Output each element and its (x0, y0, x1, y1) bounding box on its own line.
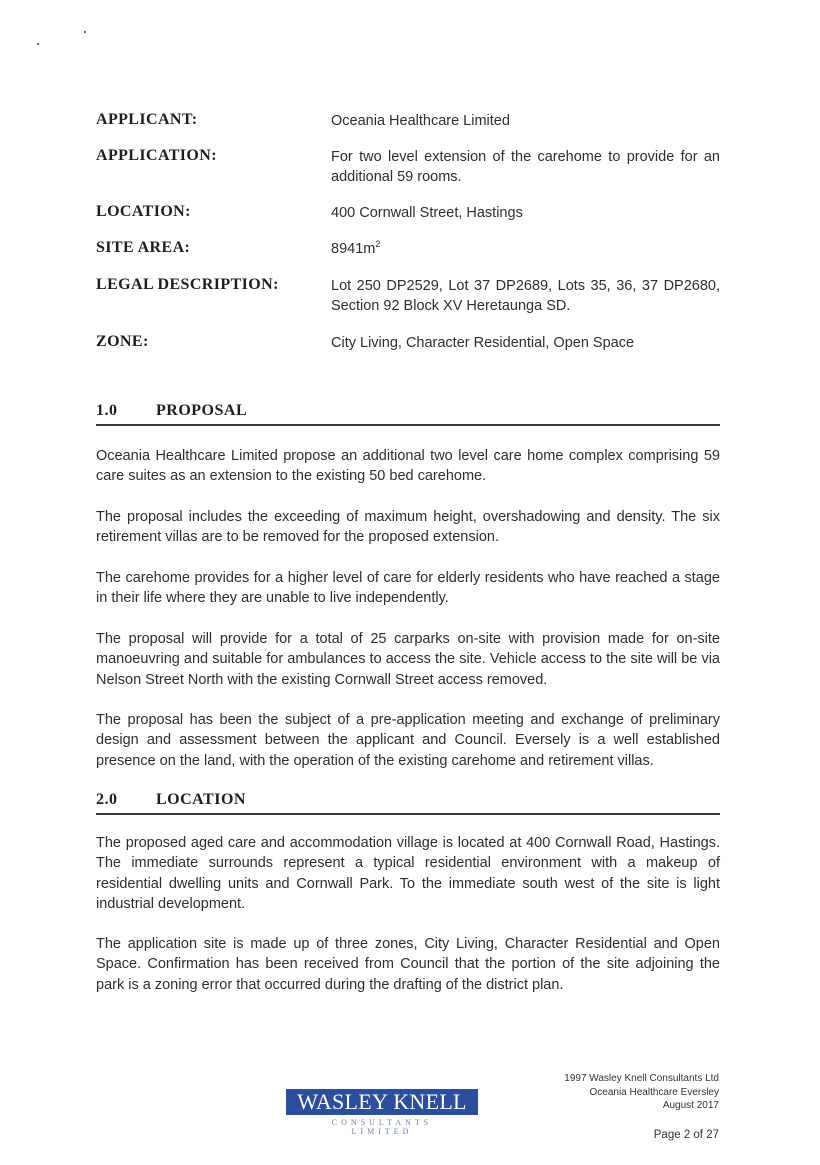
scan-speck (84, 31, 86, 33)
paragraph: The application site is made up of three zones, City Living, Character Residential and Open Space. Confirmation has been received from Council that the portion of the site adjoining the park is a zoning error that occurred during the drafting of the district plan. (96, 936, 720, 993)
paragraph: Oceania Healthcare Limited propose an additional two level care home complex comprising 59 care suites as an extension to the existing 50 bed carehome. (96, 448, 720, 485)
section-title: LOCATION (156, 791, 246, 808)
logo-subtitle: LIMITED (351, 1127, 413, 1136)
field-value: Lot 250 DP2529, Lot 37 DP2689, Lots 35, 36, 37 DP2680, Section 92 Block XV Heretaunga SD. (331, 278, 720, 314)
footer-info (499, 1072, 719, 1113)
field-value: 400 Cornwall Street, Hastings (331, 205, 523, 221)
paragraph: The proposal has been the subject of a pre-application meeting and exchange of preliminary design and assessment between the applicant and Council. Eversely is a well established presence on the land, with the operation of the existing carehome and retirement villas. (96, 712, 720, 769)
field-label: APPLICATION: (96, 147, 217, 164)
section-number: 2.0 (96, 791, 118, 808)
footer-copyright: 1997 Wasley Knell Consultants Ltd (564, 1073, 719, 1084)
field-label: ZONE: (96, 333, 149, 350)
field-label: LOCATION: (96, 203, 191, 220)
field-label: SITE AREA: (96, 239, 191, 256)
field-label: APPLICANT: (96, 111, 198, 128)
section-title: PROPOSAL (156, 402, 248, 419)
section-number: 1.0 (96, 402, 118, 419)
paragraph: The proposal includes the exceeding of maximum height, overshadowing and density. The six retirement villas are to be removed for the proposed extension. (96, 509, 720, 546)
logo-subtitle: CONSULTANTS (331, 1118, 433, 1127)
field-value: City Living, Character Residential, Open Space (331, 335, 635, 351)
field-value: Oceania Healthcare Limited (331, 113, 510, 129)
footer-project: Oceania Healthcare Eversley (589, 1086, 719, 1098)
site-area-number: 8941m (331, 241, 376, 257)
scan-speck (37, 43, 39, 45)
field-label: LEGAL DESCRIPTION: (96, 276, 279, 293)
site-area-superscript: 2 (375, 239, 381, 250)
company-logo (286, 1089, 478, 1136)
footer-date: August 2017 (662, 1100, 719, 1111)
paragraph: The carehome provides for a higher level of care for elderly residents who have reached a stage in their life where they are unable to live independently. (96, 570, 720, 607)
field-value (331, 239, 720, 259)
paragraph: The proposal will provide for a total of 25 carparks on-site with provision made for on-site manoeuvring and suitable for ambulances to access the site. Vehicle access to the site will be via Nelson Street North with the existing Cornwall Street access removed. (96, 631, 720, 688)
page-number: Page 2 of 27 (653, 1129, 719, 1141)
logo-wordmark: WASLEY KNELL (286, 1089, 478, 1115)
paragraph: The proposed aged care and accommodation village is located at 400 Cornwall Road, Hastings. The immediate surrounds represent a typical residential environment with a makeup of residential dwelling units and Cornwall Park. To the immediate south west of the site is light industrial development. (96, 835, 720, 912)
section-heading-location (96, 791, 720, 815)
field-value: For two level extension of the carehome to provide for an additional 59 rooms. (331, 149, 720, 185)
section-heading-proposal (96, 402, 720, 426)
